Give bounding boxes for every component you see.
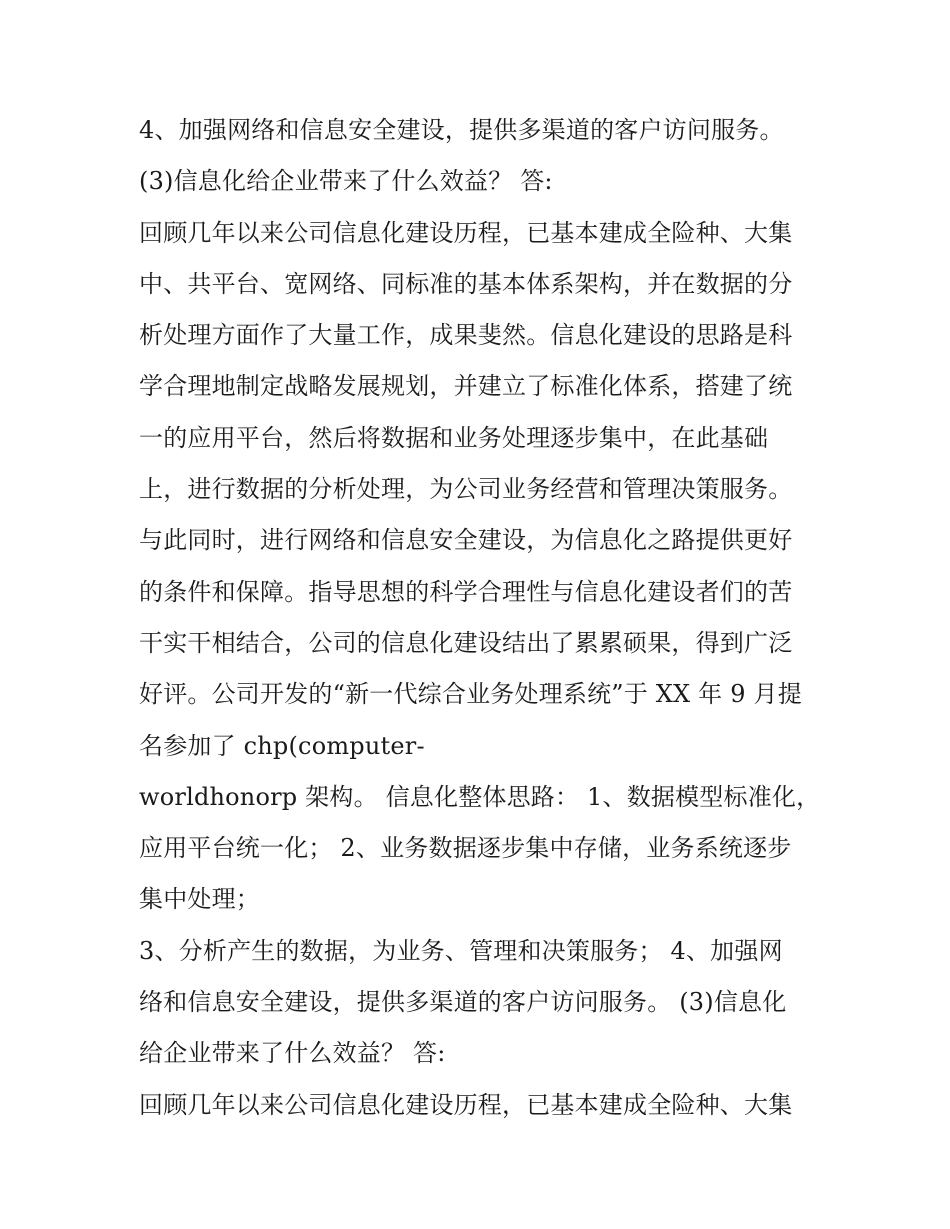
text-line-5: 析处理方面作了大量工作，成果斐然。信息化建设的思路是科 [139,321,793,350]
text-line-14: worldhonorp 架构。 信息化整体思路： 1、数据模型标准化， [139,782,821,811]
text-line-8: 上，进行数据的分析处理，为公司业务经营和管理决策服务。 [139,475,793,504]
text-line-12: 好评。公司开发的“新一代综合业务处理系统”于 XX 年 9 月提 [139,680,802,709]
text-line-15: 应用平台统一化； 2、业务数据逐步集中存储，业务系统逐步 [139,834,792,863]
text-line-11: 干实干相结合，公司的信息化建设结出了累累硕果，得到广泛 [139,628,793,657]
text-line-19: 给企业带来了什么效益？ 答: [139,1039,446,1068]
text-line-6: 学合理地制定战略发展规划，并建立了标准化体系，搭建了统 [139,372,793,401]
document-body [139,108,829,1134]
text-line-20: 回顾几年以来公司信息化建设历程，已基本建成全险种、大集 [139,1090,793,1119]
text-line-18: 络和信息安全建设，提供多渠道的客户访问服务。 (3)信息化 [139,988,787,1017]
text-line-4: 中、共平台、宽网络、同标准的基本体系架构，并在数据的分 [139,269,793,298]
text-line-3: 回顾几年以来公司信息化建设历程，已基本建成全险种、大集 [139,218,793,247]
text-line-10: 的条件和保障。指导思想的科学合理性与信息化建设者们的苦 [139,577,793,606]
text-line-1: 4、加强网络和信息安全建设，提供多渠道的客户访问服务。 [139,116,784,144]
text-line-7: 一的应用平台，然后将数据和业务处理逐步集中，在此基础 [139,423,769,452]
text-line-13: 名参加了 chp(computer- [139,731,425,760]
text-line-17: 3、分析产生的数据，为业务、管理和决策服务； 4、加强网 [139,936,783,965]
text-line-16: 集中处理； [139,885,260,914]
text-line-9: 与此同时，进行网络和信息安全建设，为信息化之路提供更好 [139,526,793,555]
text-line-2: (3)信息化给企业带来了什么效益？ 答: [139,167,553,196]
